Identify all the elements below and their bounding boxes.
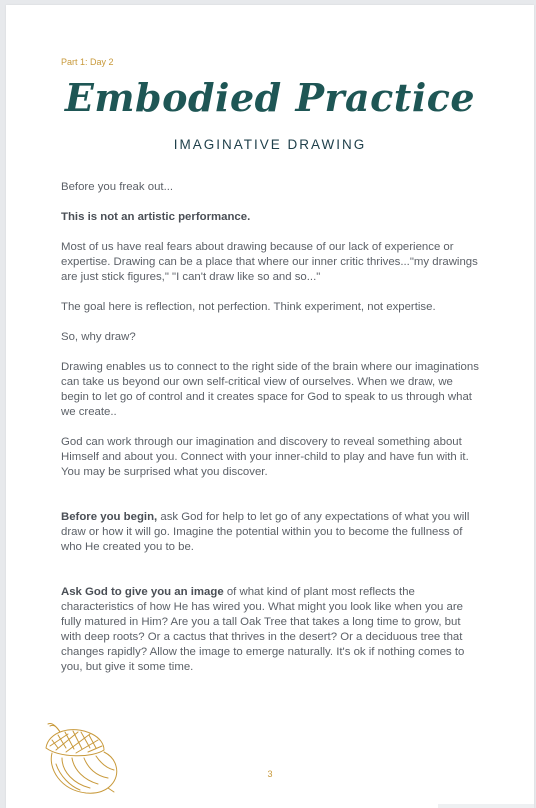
paragraph-why: So, why draw? <box>61 331 136 343</box>
acorn-icon <box>38 718 122 796</box>
page-corner-decoration <box>438 804 534 808</box>
section-label: Part 1: Day 2 <box>61 57 114 67</box>
paragraph-goal: The goal here is reflection, not perfection. Think experiment, not expertise. <box>61 301 436 313</box>
paragraph-imagination: God can work through our imagination and discovery to reveal something about Himself and about you. Connect with your inner-child to play and have fun with it. You may be surprised what you discover. <box>61 436 469 478</box>
page-subtitle: IMAGINATIVE DRAWING <box>173 137 367 152</box>
paragraph-before-begin <box>61 510 479 555</box>
body-text <box>61 180 479 675</box>
document-page <box>6 5 534 808</box>
page-title: Embodied Practice <box>64 75 476 120</box>
before-begin-lead: Before you begin, <box>61 511 158 523</box>
disclaimer-bold: This is not an artistic performance. <box>61 211 251 223</box>
paragraph-ask-god <box>61 585 479 675</box>
ask-god-lead: Ask God to give you an image <box>61 586 224 598</box>
paragraph-intro: Before you freak out... <box>61 181 174 193</box>
paragraph-fears: Most of us have real fears about drawing because of our lack of experience or expertise. Drawing can be a place that where our inner critic thrives..."my drawings are just stick figures," "I can't draw like so and so..." <box>61 241 478 283</box>
paragraph-disclaimer <box>61 210 479 225</box>
ask-god-text: of what kind of plant most reflects the characteristics of how He has wired you. What might you look like when you are fully matured in Him? Are you a tall Oak Tree that takes a long time to grow, but with deep roots? Or a cactus that thrives in the desert? Or a deciduous tree that changes rapidly? Allow the image to emerge naturally. It's ok if nothing comes to you, but give it some time. <box>61 586 465 673</box>
paragraph-brain: Drawing enables us to connect to the right side of the brain where our imaginations can take us beyond our own self-critical view of ourselves. When we draw, we begin to let go of control and it creates space for God to speak to us through what we create.. <box>61 361 479 418</box>
before-begin-text: ask God for help to let go of any expectations of what you will draw or how it will go. Imagine the potential within you to become the fullness of who He created you to be. <box>61 511 470 553</box>
page-number: 3 <box>267 769 273 779</box>
